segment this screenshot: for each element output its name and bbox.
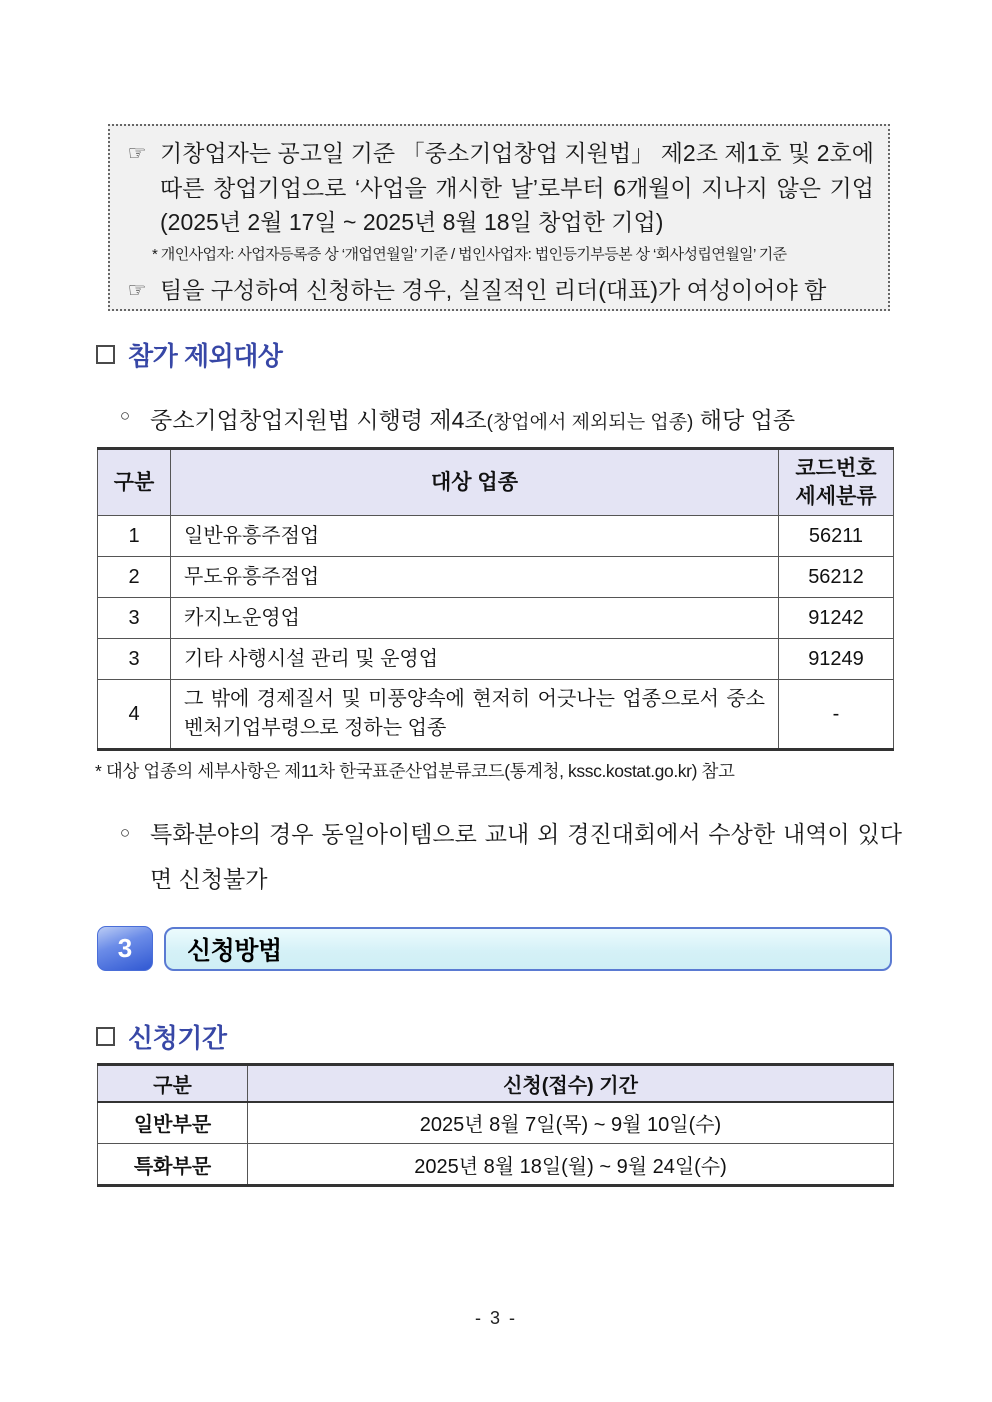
table-header-row [98,449,894,516]
table-header-row [98,1065,894,1102]
page-number: - 3 - [474,1308,517,1328]
header-no: 구분 [98,449,171,516]
cell-code: 91249 [779,639,894,680]
cell-no: 3 [98,598,171,639]
cell-no: 4 [98,680,171,750]
cell-period: 2025년 8월 18일(월) ~ 9월 24일(수) [248,1144,894,1186]
table-row [98,598,894,639]
header-industry: 대상 업종 [171,449,779,516]
table-row [98,557,894,598]
cell-industry: 그 밖에 경제질서 및 미풍양속에 현저히 어긋나는 업종으로서 중소벤처기업부령으로 정하는 업종 [171,680,779,750]
table-row [98,516,894,557]
bullet-text-tail: 해당 업종 [693,407,796,433]
excluded-industries-table [97,447,894,751]
cell-code: 56212 [779,557,894,598]
notice-item-founder [122,136,874,240]
cell-no: 2 [98,557,171,598]
cell-code: 91242 [779,598,894,639]
header-code-line1: 코드번호 [795,457,877,481]
cell-no: 3 [98,639,171,680]
table-row [98,1102,894,1144]
section-heading-label: 참가 제외대상 [128,341,283,371]
bullet-special-field [110,812,902,902]
table-row [98,680,894,750]
cell-part: 특화부문 [98,1144,248,1186]
bullet-text: 특화분야의 경우 동일아이템으로 교내 외 경진대회에서 수상한 내역이 있다면 신청불가 [150,821,902,892]
section-heading-period [96,1018,226,1055]
bullet-text-main: 중소기업창업지원법 시행령 제4조 [150,407,487,433]
table-footnote: * 대상 업종의 세부사항은 제11차 한국표준산업분류코드(통계청, kssc.kostat.go.kr) 참고 [95,761,735,781]
notice-text: 기창업자는 공고일 기준 「중소기업창업 지원법」 제2조 제1호 및 2호에 따른 창업기업으로 ‘사업을 개시한 날’로부터 6개월이 지나지 않은 기업(2025년 2월 17일 ~ 2025년 8월 18일 창업한 기업) [160,140,874,235]
section-heading-exclusion [96,336,282,373]
bullet-excluded-industries [110,402,902,435]
section-number-badge: 3 [97,926,153,971]
cell-code: - [779,680,894,750]
notice-box [108,124,890,311]
application-period-table [97,1063,894,1187]
notice-text: 팀을 구성하여 신청하는 경우, 실질적인 리더(대표)가 여성이어야 함 [160,276,827,303]
circle-bullet-icon: ○ [119,406,131,425]
cell-code: 56211 [779,516,894,557]
square-bullet-icon [96,1027,115,1046]
table-row [98,639,894,680]
notice-item-team [122,273,874,308]
cell-no: 1 [98,516,171,557]
section-heading-label: 신청기간 [128,1023,227,1053]
bullet-text-paren: (창업에서 제외되는 업종) [486,412,694,433]
circle-bullet-icon: ○ [119,823,131,842]
bullet-text [150,402,902,435]
header-code [779,449,894,516]
cell-period: 2025년 8월 7일(목) ~ 9월 10일(수) [248,1102,894,1144]
pointing-hand-icon: ☞ [127,278,147,302]
table-row [98,1144,894,1186]
header-code-line2: 세세분류 [795,484,877,508]
cell-industry: 카지노운영업 [171,598,779,639]
header-part: 구분 [98,1065,248,1102]
cell-industry: 일반유흥주점업 [171,516,779,557]
pointing-hand-icon: ☞ [127,142,147,165]
section-title-bar: 신청방법 [164,927,892,971]
cell-industry: 무도유흥주점업 [171,557,779,598]
cell-industry: 기타 사행시설 관리 및 운영업 [171,639,779,680]
header-period: 신청(접수) 기간 [248,1065,894,1102]
square-bullet-icon [96,345,115,364]
notice-footnote: * 개인사업자: 사업자등록증 상 ‘개업연월일’ 기준 / 법인사업자: 법인등기부등본 상 ‘회사성립연월일’ 기준 [152,245,787,263]
cell-part: 일반부문 [98,1102,248,1144]
